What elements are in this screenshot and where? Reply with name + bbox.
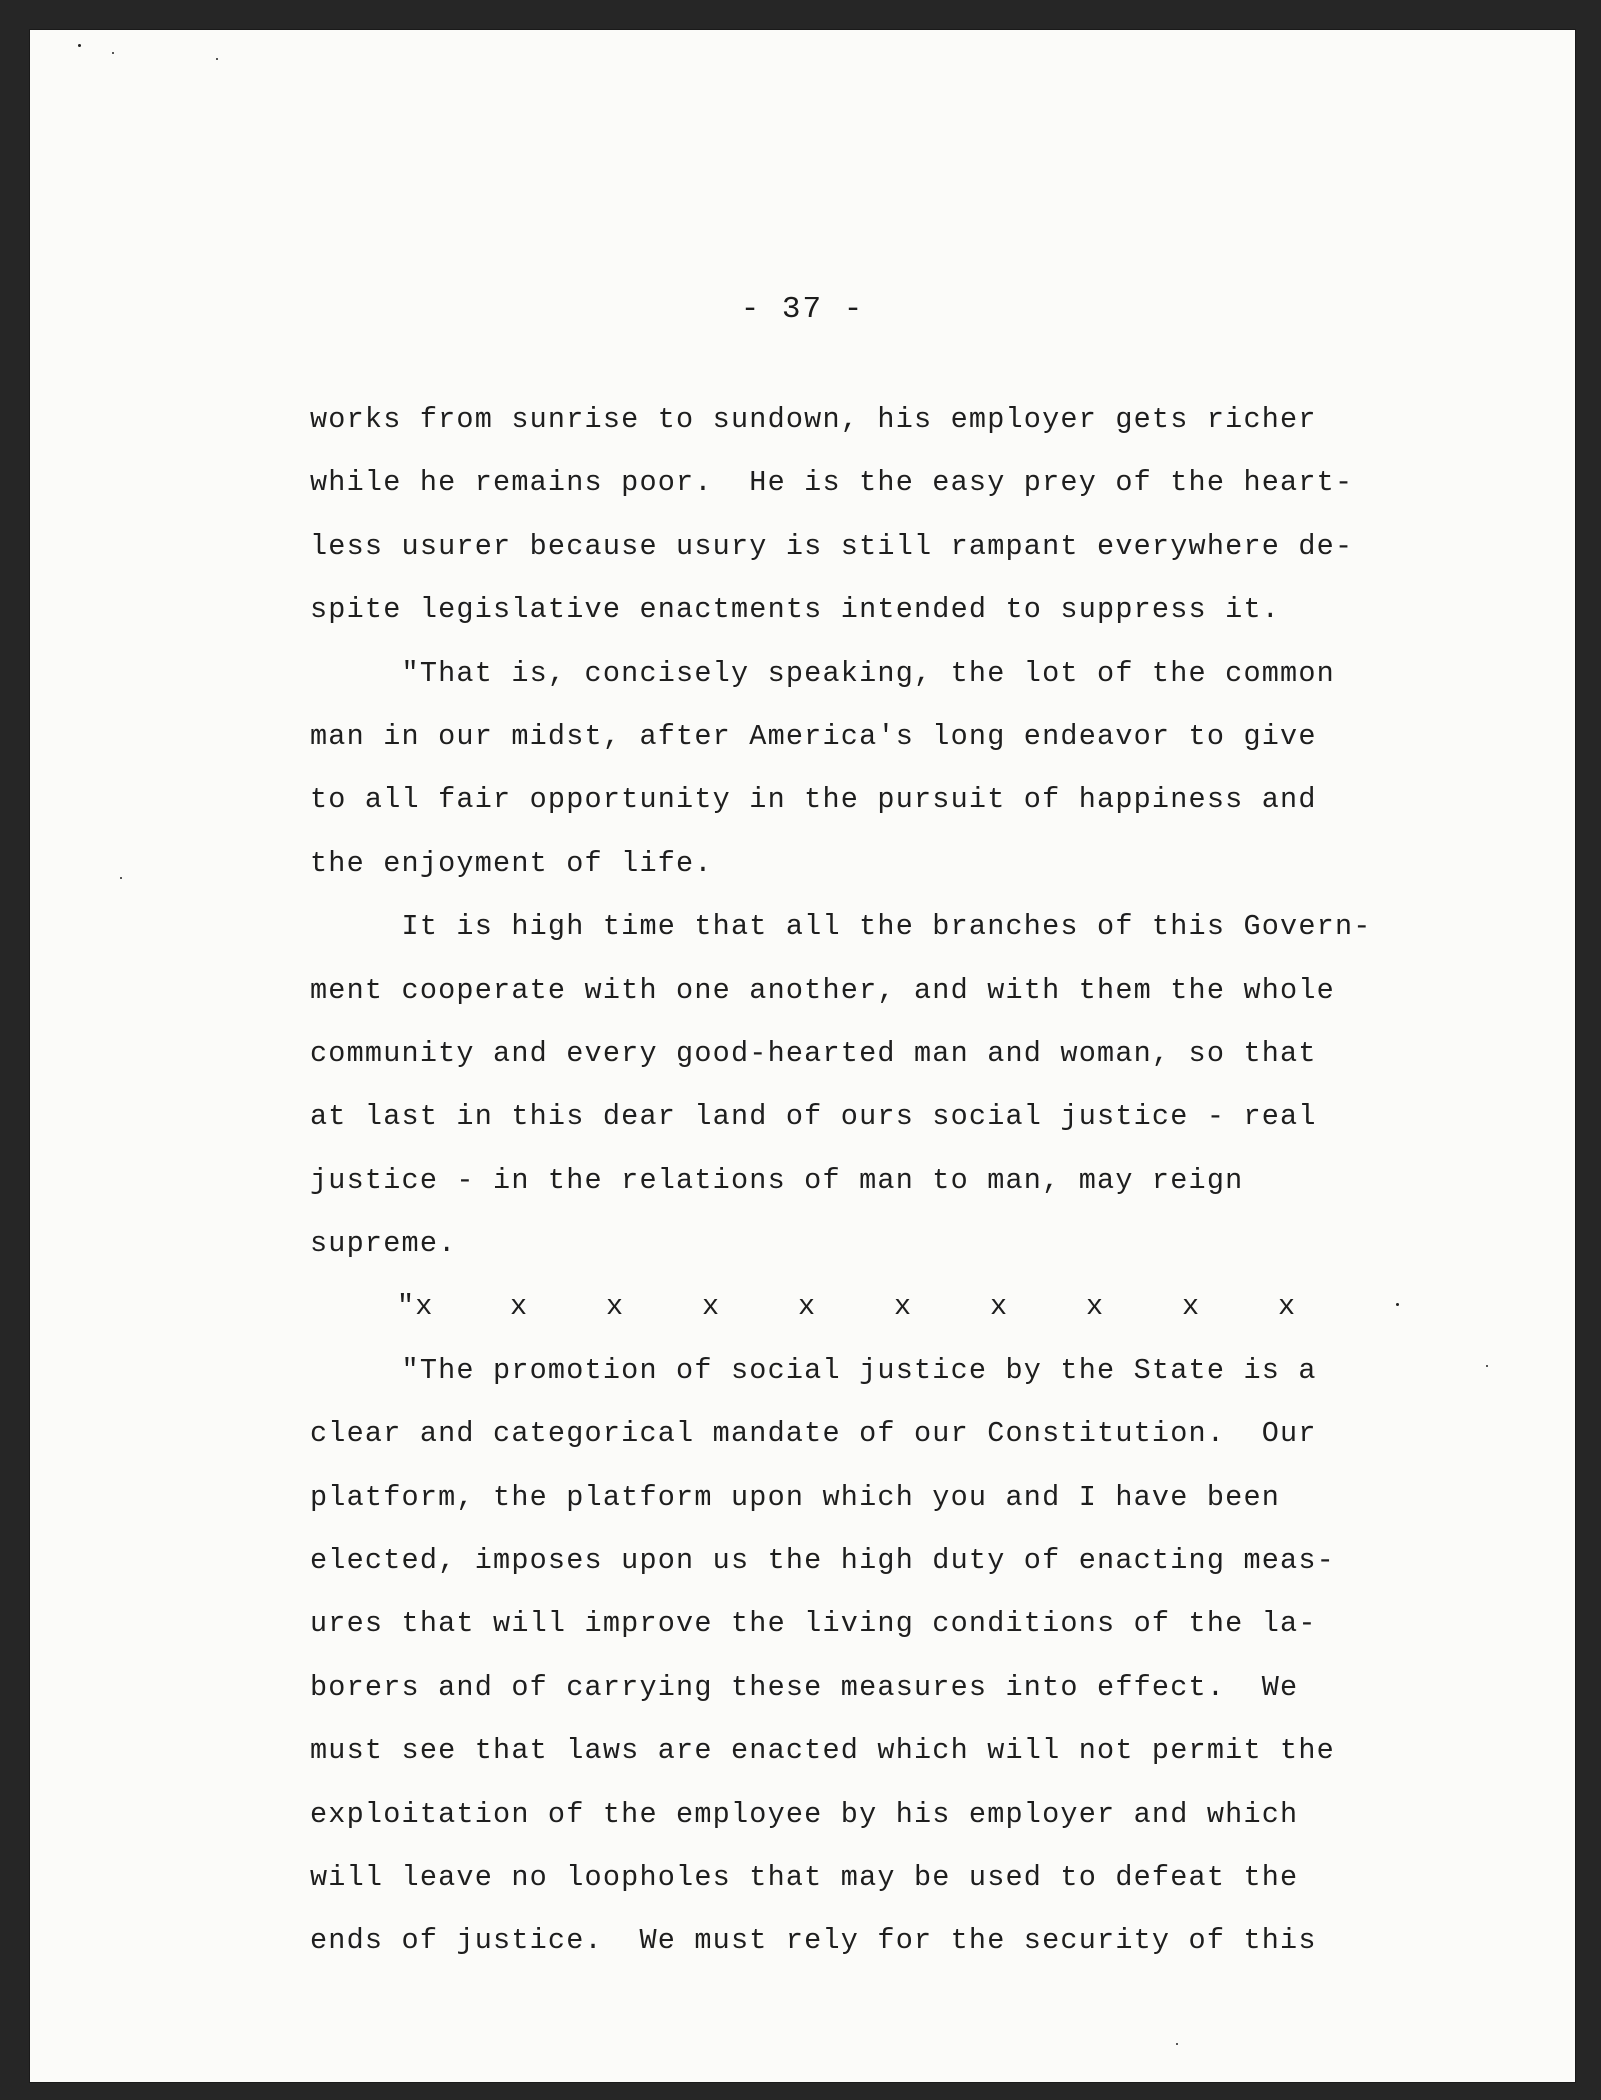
scan-speck xyxy=(78,44,81,47)
text-line: spite legislative enactments intended to suppress it. xyxy=(310,593,1281,627)
text-line: clear and categorical mandate of our Constitution. Our xyxy=(310,1417,1317,1451)
text-line: will leave no loopholes that may be used to defeat the xyxy=(310,1860,1299,1894)
text-line: It is high time that all the branches of this Govern- xyxy=(310,910,1372,944)
text-line: to all fair opportunity in the pursuit of happiness and xyxy=(310,783,1317,817)
text-line: must see that laws are enacted which will not permit the xyxy=(310,1734,1335,1768)
page-number: - 37 - xyxy=(740,292,865,327)
text-line: ures that will improve the living conditions of the la- xyxy=(310,1607,1317,1641)
ellipsis-mark: x xyxy=(1278,1290,1297,1324)
ellipsis-mark: x xyxy=(606,1290,625,1324)
text-line: the enjoyment of life. xyxy=(310,846,713,880)
ellipsis-row xyxy=(310,1275,1460,1338)
text-line: community and every good-hearted man and woman, so that xyxy=(310,1036,1317,1070)
scan-speck xyxy=(216,58,218,60)
ellipsis-mark: x xyxy=(894,1290,913,1324)
ellipsis-mark: x xyxy=(702,1290,721,1324)
ellipsis-mark: "x xyxy=(397,1290,434,1324)
text-line: "The promotion of social justice by the State is a xyxy=(310,1353,1317,1387)
text-line: at last in this dear land of ours social justice - real xyxy=(310,1100,1317,1134)
scan-speck xyxy=(112,52,114,54)
ellipsis-mark: x xyxy=(990,1290,1009,1324)
ellipsis-mark: x xyxy=(510,1290,529,1324)
text-line: man in our midst, after America's long endeavor to give xyxy=(310,719,1317,753)
ellipsis-mark: x xyxy=(798,1290,817,1324)
body-text xyxy=(310,388,1460,1973)
text-line: works from sunrise to sundown, his employer gets richer xyxy=(310,403,1317,436)
scan-speck xyxy=(120,877,122,879)
text-line: elected, imposes upon us the high duty of enacting meas- xyxy=(310,1544,1335,1578)
text-line: exploitation of the employee by his employer and which xyxy=(310,1797,1299,1831)
text-line: justice - in the relations of man to man, may reign xyxy=(310,1163,1244,1197)
text-line: borers and of carrying these measures into effect. We xyxy=(310,1670,1299,1704)
text-line: ends of justice. We must rely for the security of this xyxy=(310,1924,1317,1958)
text-line: supreme. xyxy=(310,1227,457,1261)
ellipsis-mark: x xyxy=(1086,1290,1105,1324)
scan-speck xyxy=(1486,1365,1488,1367)
scan-speck xyxy=(1176,2043,1178,2045)
document-page xyxy=(30,30,1575,2082)
text-line: while he remains poor. He is the easy prey of the heart- xyxy=(310,466,1354,500)
ellipsis-mark: x xyxy=(1182,1290,1201,1324)
text-line: ment cooperate with one another, and with them the whole xyxy=(310,973,1335,1007)
text-line: platform, the platform upon which you and I have been xyxy=(310,1480,1281,1514)
scan-speck xyxy=(1396,1303,1399,1306)
text-line: "That is, concisely speaking, the lot of the common xyxy=(310,656,1335,690)
text-line: less usurer because usury is still rampant everywhere de- xyxy=(310,529,1354,563)
